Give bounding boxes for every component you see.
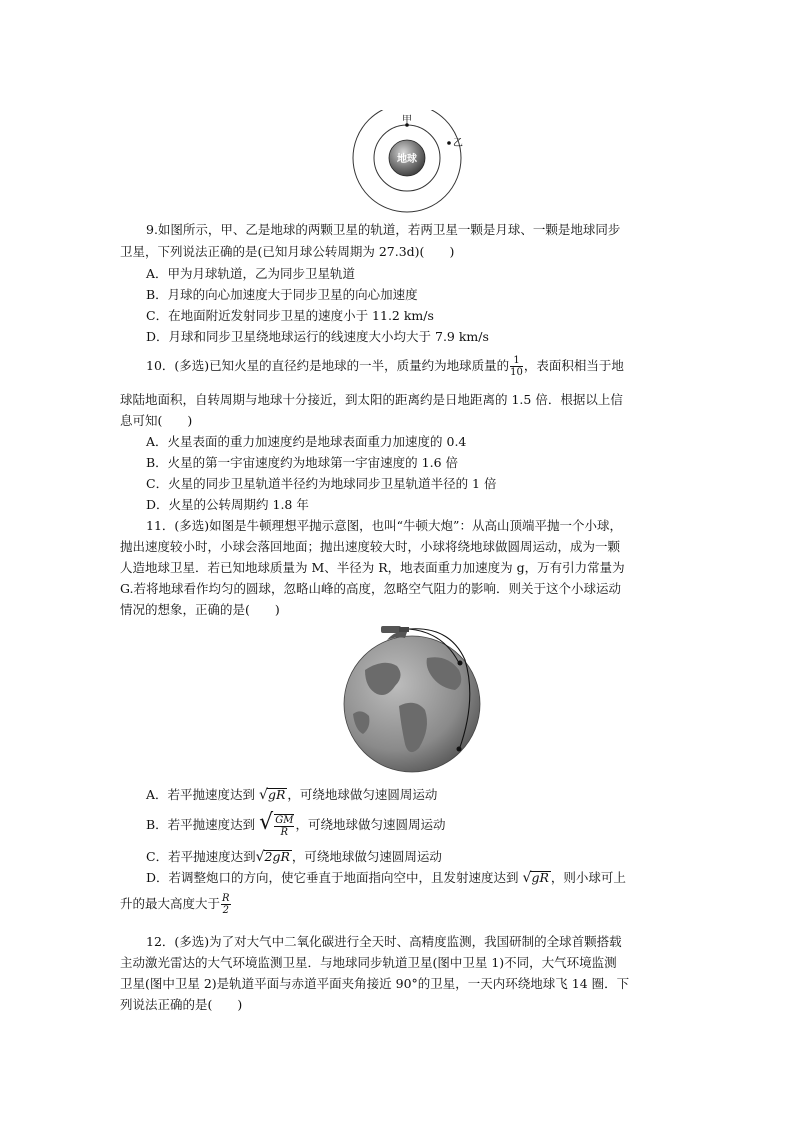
label-earth: 地球 [397, 154, 417, 165]
q10-fraction: $\frac{1}{10}$ [510, 355, 523, 378]
q10-option-b: B．火星的第一宇宙速度约为地球第一宇宙速度的 1.6 倍 [146, 455, 459, 470]
q9-option-a: A．甲为月球轨道，乙为同步卫星轨道 [146, 266, 356, 281]
q12-stem-line2: 主动激光雷达的大气环境监测卫星．与地球同步轨道卫星(图中卫星 1)不同，大气环境监测 [120, 955, 617, 970]
q11-stem-line1: 11．(多选)如图是牛顿理想平抛示意图，也叫“牛顿大炮”：从高山顶端平抛一个小球， [146, 518, 622, 533]
q10-option-d: D．火星的公转周期约 1.8 年 [146, 497, 309, 512]
q10-stem-line2: 球陆地面积，自转周期与地球十分接近，到太阳的距离约是日地距离的 1.5 倍．根据以上信 [120, 392, 623, 407]
orbit-figure [345, 110, 475, 215]
q12-stem-line3: 卫星(图中卫星 2)是轨道平面与赤道平面夹角接近 90°的卫星，一天内环绕地球飞 14 圈．下 [120, 976, 630, 991]
satellite-yi [447, 141, 451, 145]
q9-option-d: D．月球和同步卫星绕地球运行的线速度大小均大于 7.9 km/s [146, 329, 489, 344]
q11-option-d: D．若调整炮口的方向，使它垂直于地面指向空中，且发射速度达到 √gR ，则小球可上 [146, 870, 626, 886]
q11-option-b: B．若平抛速度达到 √ $\frac{GM}{R}$ ，可绕地球做匀速圆周运动 [146, 810, 446, 838]
q11-stem-line3: 人造地球卫星．若已知地球质量为 M、半径为 R，地表面重力加速度为 g，万有引力常量为 [120, 560, 625, 575]
label-yi: 乙 [453, 138, 463, 149]
label-jia: 甲 [402, 115, 412, 126]
cannon-icon [381, 626, 401, 633]
q9-stem-line1: 9.如图所示，甲、乙是地球的两颗卫星的轨道，若两卫星一颗是月球、一颗是地球同步 [146, 222, 621, 237]
q12-stem-line4: 列说法正确的是( ) [120, 997, 243, 1012]
q11-option-c: C．若平抛速度达到√2gR ，可绕地球做匀速圆周运动 [146, 849, 442, 865]
q10-option-c: C．火星的同步卫星轨道半径约为地球同步卫星轨道半径的 1 倍 [146, 476, 497, 491]
q9-option-c: C．在地面附近发射同步卫星的速度小于 11.2 km/s [146, 308, 434, 323]
q11-option-d-line2: 升的最大高度大于 $\frac{R}{2}$ [120, 893, 230, 916]
ball-1 [458, 661, 463, 666]
q12-stem-line1: 12．(多选)为了对大气中二氧化碳进行全天时、高精度监测，我国研制的全球首颗搭载 [146, 934, 622, 949]
q11-stem-line2: 抛出速度较小时，小球会落回地面；抛出速度较大时，小球将绕地球做圆周运动，成为一颗 [120, 539, 621, 554]
q11-stem-line4: G.若将地球看作均匀的圆球，忽略山峰的高度，忽略空气阻力的影响．则关于这个小球运动 [120, 581, 622, 596]
q10-option-a: A．火星表面的重力加速度约是地球表面重力加速度的 0.4 [146, 434, 467, 449]
ball-2 [457, 747, 462, 752]
q9-stem-line2: 卫星，下列说法正确的是(已知月球公转周期为 27.3d)( ) [120, 244, 455, 259]
q9-option-b: B．月球的向心加速度大于同步卫星的向心加速度 [146, 287, 418, 302]
newton-cannon-figure [335, 618, 495, 778]
q10-stem-line1: 10．(多选)已知火星的直径约是地球的一半，质量约为地球质量的 $\frac{1}{10}$ ，表面积相当于地 [146, 355, 624, 378]
q11-option-a: A．若平抛速度达到 √gR ，可绕地球做匀速圆周运动 [146, 787, 438, 803]
q10-stem-line3: 息可知( ) [120, 413, 193, 428]
q11-stem-line5: 情况的想象，正确的是( ) [120, 602, 280, 617]
